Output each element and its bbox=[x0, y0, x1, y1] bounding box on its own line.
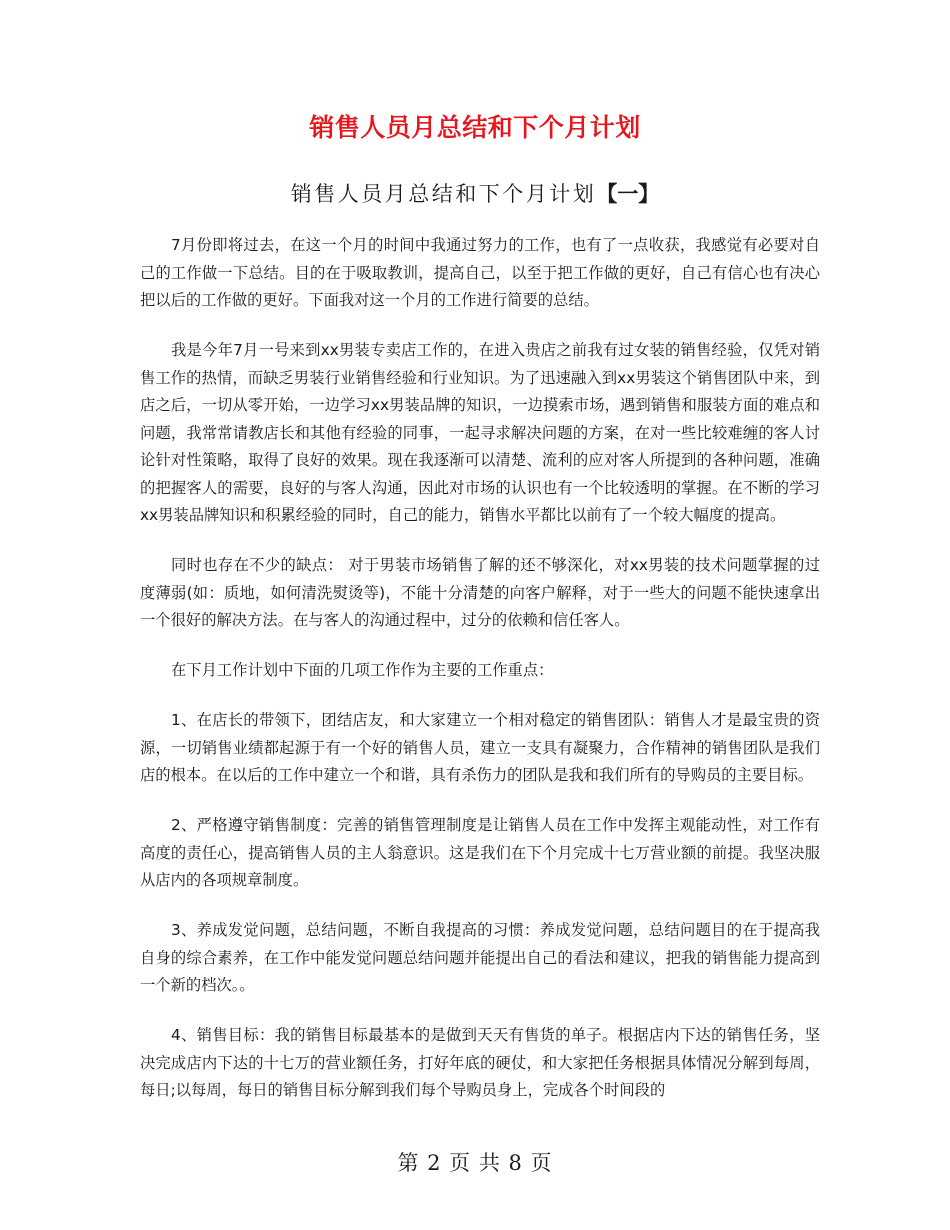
paragraph-plan-item-2: 2、严格遵守销售制度：完善的销售管理制度是让销售人员在工作中发挥主观能动性，对工作有高度的责任心，提高销售人员的主人翁意识。这是我们在下个月完成十七万营业额的前提。我坚决服从店内的各项规章制度。 bbox=[140, 816, 820, 889]
paragraph-plan-item-1: 1、在店长的带领下，团结店友，和大家建立一个相对稳定的销售团队：销售人才是最宝贵的资源，一切销售业绩都起源于有一个好的销售人员，建立一支具有凝聚力，合作精神的销售团队是我们店的根本。在以后的工作中建立一个和谐，具有杀伤力的团队是我和我们所有的导购员的主要目标。 bbox=[140, 711, 820, 784]
document-title: 销售人员月总结和下个月计划 bbox=[309, 113, 641, 142]
paragraph-intro: 7月份即将过去，在这一个月的时间中我通过努力的工作，也有了一点收获，我感觉有必要对自己的工作做一下总结。目的在于吸取教训，提高自己，以至于把工作做的更好，自己有信心也有决心把以后的工作做的更好。下面我对这一个月的工作进行简要的总结。 bbox=[140, 236, 820, 309]
page-number-label: 第 2 页 共 8 页 bbox=[397, 1151, 553, 1175]
paragraph-plan-item-3: 3、养成发觉问题，总结问题，不断自我提高的习惯：养成发觉问题，总结问题目的在于提高我自身的综合素养，在工作中能发觉问题总结问题并能提出自己的看法和建议，把我的销售能力提高到一个新的档次。。 bbox=[140, 921, 820, 994]
paragraph-shortcomings: 同时也存在不少的缺点： 对于男装市场销售了解的还不够深化，对xx男装的技术问题掌握的过度薄弱(如：质地，如何清洗熨烫等)，不能十分清楚的向客户解释，对于一些大的问题不能快速拿出一个很好的解决方法。在与客人的沟通过程中，过分的依赖和信任客人。 bbox=[140, 556, 820, 629]
paragraph-plan-item-4: 4、销售目标：我的销售目标最基本的是做到天天有售货的单子。根据店内下达的销售任务，坚决完成店内下达的十七万的营业额任务，打好年底的硬仗，和大家把任务根据具体情况分解到每周，每日;以每周，每日的销售目标分解到我们每个导购员身上，完成各个时间段的 bbox=[140, 1026, 820, 1099]
section-marker: 【一】 bbox=[596, 181, 660, 206]
section-heading-text: 销售人员月总结和下个月计划 bbox=[290, 182, 597, 206]
section-heading bbox=[0, 178, 950, 208]
document-body bbox=[140, 232, 820, 1127]
page-footer bbox=[0, 1147, 950, 1177]
paragraph-experience: 我是今年7月一号来到xx男装专卖店工作的，在进入贵店之前我有过女装的销售经验，仅凭对销售工作的热情，而缺乏男装行业销售经验和行业知识。为了迅速融入到xx男装这个销售团队中来，到店之后，一切从零开始，一边学习xx男装品牌的知识，一边摸索市场，遇到销售和服装方面的难点和问题，我常常请教店长和其他有经验的同事，一起寻求解决问题的方案，在对一些比较难缠的客人讨论针对性策略，取得了良好的效果。现在我逐渐可以清楚、流利的应对客人所提到的各种问题，准确的把握客人的需要，良好的与客人沟通，因此对市场的认识也有一个比较透明的掌握。在不断的学习xx男装品牌知识和积累经验的同时，自己的能力，销售水平都比以前有了一个较大幅度的提高。 bbox=[140, 341, 820, 524]
paragraph-plan-intro: 在下月工作计划中下面的几项工作作为主要的工作重点： bbox=[171, 661, 554, 679]
